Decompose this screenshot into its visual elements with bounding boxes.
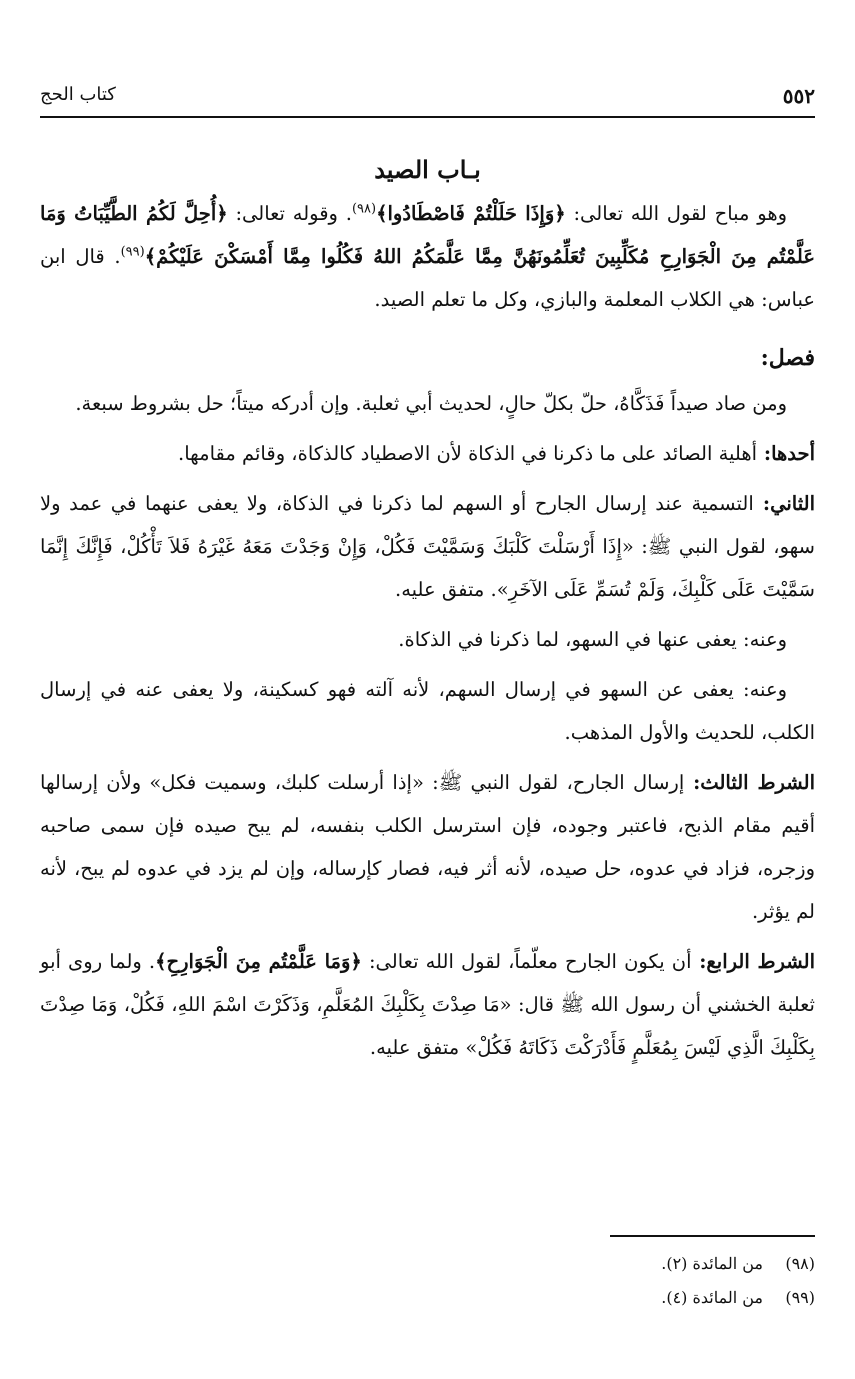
fasl-heading: فصل: (760, 345, 815, 371)
riwaya-1: وعنه: يعفى عنها في السهو، لما ذكرنا في الذكاة. (398, 628, 787, 651)
intro-paragraph (40, 192, 815, 321)
footnote-number: (٩٨) (785, 1254, 815, 1273)
footnotes (610, 1235, 815, 1315)
condition-1-text: أهلية الصائد على ما ذكرنا في الذكاة لأن الاصطياد كالذكاة، وقائم مقامها. (178, 442, 758, 465)
condition-3-lead: الشرط الثالث: (684, 771, 815, 794)
footnote-number: (٩٩) (785, 1288, 815, 1307)
condition-4-text-1: أن يكون الجارح معلّماً، لقول الله تعالى: (361, 950, 692, 973)
condition-3 (40, 761, 815, 933)
conditions-intro: ومن صاد صيداً فَذَكَّاهُ، حلّ بكلّ حالٍ، لحديث أبي ثعلبة. وإن أدركه ميتاً؛ حل بشروط سبعة. (75, 392, 787, 415)
intro-text-2: . وقوله تعالى: (227, 202, 352, 225)
footnote (610, 1281, 815, 1315)
condition-2-text: التسمية عند إرسال الجارح أو السهم لما ذكرنا في الذكاة، ولا يعفى عنهما في عمد ولا سهو، لقول النبي ﷺ: «إِذَا أَرْسَلْتَ كَلْبَكَ وَسَمَّيْتَ فَكُلْ، وَإِنْ وَجَدْتَ مَعَهُ غَيْرَهُ فَلاَ تَأْكُلْ، فَإِنَّكَ إِنَّمَا سَمَّيْتَ عَلَى كَلْبِكَ، وَلَمْ تُسَمِّ عَلَى الآخَرِ». متفق عليه. (40, 492, 815, 601)
intro-text-3: . قال ابن عباس: هي الكلاب المعلمة والبازي، وكل ما تعلم الصيد. (40, 245, 815, 311)
intro-text-1: وهو مباح لقول الله تعالى: (565, 202, 788, 225)
quran-verse-2: ﴿أُحِلَّ لَكُمُ الطَّيِّبَاتُ وَمَا عَلَّمْتُم مِنَ الْجَوَارِحِ مُكَلِّبِينَ تُعَلِّمُونَهُنَّ مِمَّا عَلَّمَكُمُ اللهُ فَكُلُوا مِمَّا أَمْسَكْنَ عَلَيْكُمْ﴾ (40, 202, 815, 268)
footnote-ref-99: (٩٩) (120, 244, 145, 260)
condition-4 (40, 940, 815, 1069)
footnote-ref-98: (٩٨) (351, 201, 377, 217)
page-header (40, 80, 815, 118)
page-number: ٥٥٢ (782, 84, 815, 108)
footnote (610, 1247, 815, 1281)
footnote-text: من المائدة (٢). (661, 1254, 763, 1273)
page-body (40, 150, 815, 1076)
book-title: كتاب الحج (40, 84, 116, 105)
condition-4-lead: الشرط الرابع: (691, 950, 815, 973)
chapter-title: بـاب الصيد (374, 155, 481, 184)
condition-4-text-2: . ولما روى أبو ثعلبة الخشني أن رسول الله ﷺ قال: «مَا صِدْتَ بِكَلْبِكَ المُعَلَّمِ، وَذَكَرْتَ اسْمَ اللهِ، فَكُلْ، وَمَا صِدْتَ بِكَلْبِكَ الَّذِي لَيْسَ بِمُعَلَّمٍ فَأَدْرَكْتَ ذَكَاتَهُ فَكُلْ» متفق عليه. (40, 950, 815, 1059)
quran-verse-1: ﴿وَإِذَا حَلَلْتُمْ فَاصْطَادُوا﴾ (376, 202, 566, 225)
condition-1-lead: أحدها: (757, 442, 815, 465)
footnote-text: من المائدة (٤). (661, 1288, 763, 1307)
condition-3-text: إرسال الجارح، لقول النبي ﷺ: «إذا أرسلت كلبك، وسميت فكل» ولأن إرسالها أقيم مقام الذبح، فاعتبر وجوده، فإن استرسل الكلب بنفسه، لم يبح صيده فإن سمى صاحبه وزجره، فزاد في عدوه، حل صيده، لأنه أثر فيه، فصار كإرساله، وإن لم يزد في عدوه لم يبح، لأنه لم يؤثر. (40, 771, 815, 923)
condition-2-lead: الثاني: (753, 492, 815, 515)
riwaya-2: وعنه: يعفى عن السهو في إرسال السهم، لأنه آلته فهو كسكينة، ولا يعفى عنه في إرسال الكلب، للحديث والأول المذهب. (40, 678, 815, 744)
quran-verse-3: ﴿وَمَا عَلَّمْتُم مِنَ الْجَوَارِحِ﴾ (155, 950, 362, 973)
condition-2 (40, 482, 815, 611)
condition-1 (40, 432, 815, 475)
